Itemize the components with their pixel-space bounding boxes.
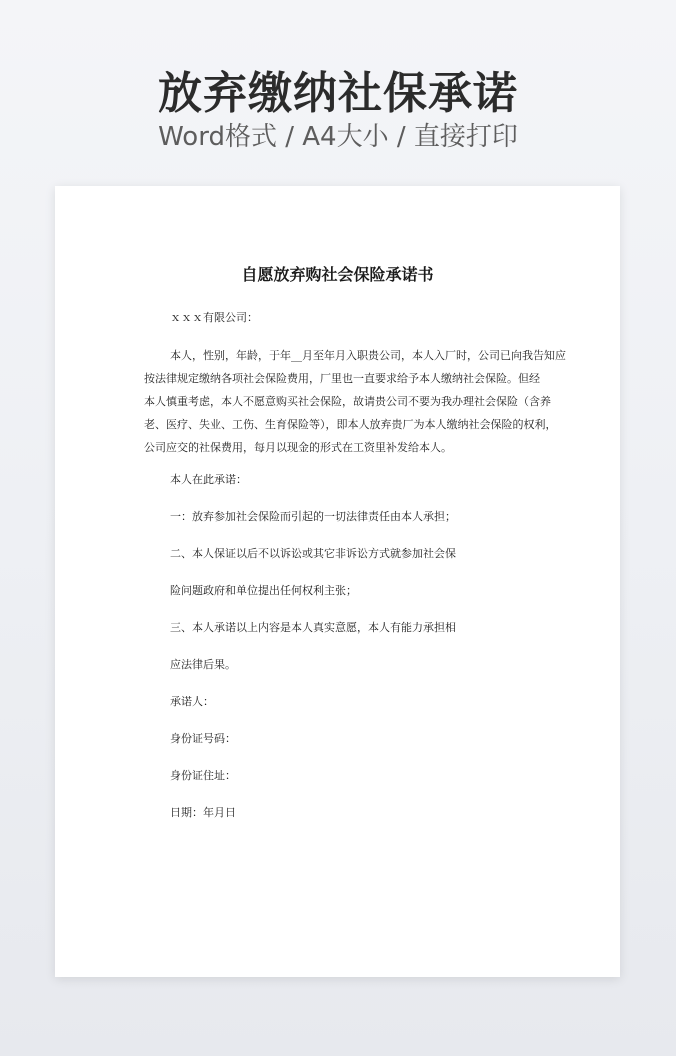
body-line: 老、医疗、失业、工伤、生育保险等），即本人放弃贵厂为本人缴纳社会保险的权利， xyxy=(144,418,557,431)
document-title: 自愿放弃购社会保险承诺书 xyxy=(241,265,434,284)
document-body-paragraph xyxy=(144,344,566,459)
commitment-intro: 本人在此承诺： xyxy=(170,473,247,486)
salutation: ｘｘｘ有限公司： xyxy=(170,311,258,324)
commitment-item-2-line-1: 二、本人保证以后不以诉讼或其它非诉讼方式就参加社会保 xyxy=(170,547,456,560)
body-line: 公司应交的社保费用，每月以现金的形式在工资里补发给本人。 xyxy=(144,441,452,454)
signer-field: 承诺人： xyxy=(170,695,214,708)
commitment-item-2-line-2: 险问题政府和单位提出任何权利主张； xyxy=(170,584,357,597)
page-subtitle: Word格式 / A4大小 / 直接打印 xyxy=(158,122,518,152)
id-number-field: 身份证号码： xyxy=(170,732,236,745)
page-title: 放弃缴纳社保承诺 xyxy=(158,68,518,119)
date-field: 日期：年月日 xyxy=(170,806,236,819)
id-address-field: 身份证住址： xyxy=(170,769,236,782)
body-line: 本人慎重考虑，本人不愿意购买社会保险，故请贵公司不要为我办理社会保险（含养 xyxy=(144,395,551,408)
body-line: 按法律规定缴纳各项社会保险费用，厂里也一直要求给予本人缴纳社会保险。但经 xyxy=(144,372,540,385)
commitment-item-1: 一：放弃参加社会保险而引起的一切法律责任由本人承担； xyxy=(170,510,456,523)
body-line: 本人，性别，年龄，于年__月至年月入职贵公司，本人入厂时，公司已向我告知应 xyxy=(170,349,566,362)
commitment-item-3-line-2: 应法律后果。 xyxy=(170,658,236,671)
document-page xyxy=(55,186,620,977)
commitment-item-3-line-1: 三、本人承诺以上内容是本人真实意愿，本人有能力承担相 xyxy=(170,621,456,634)
